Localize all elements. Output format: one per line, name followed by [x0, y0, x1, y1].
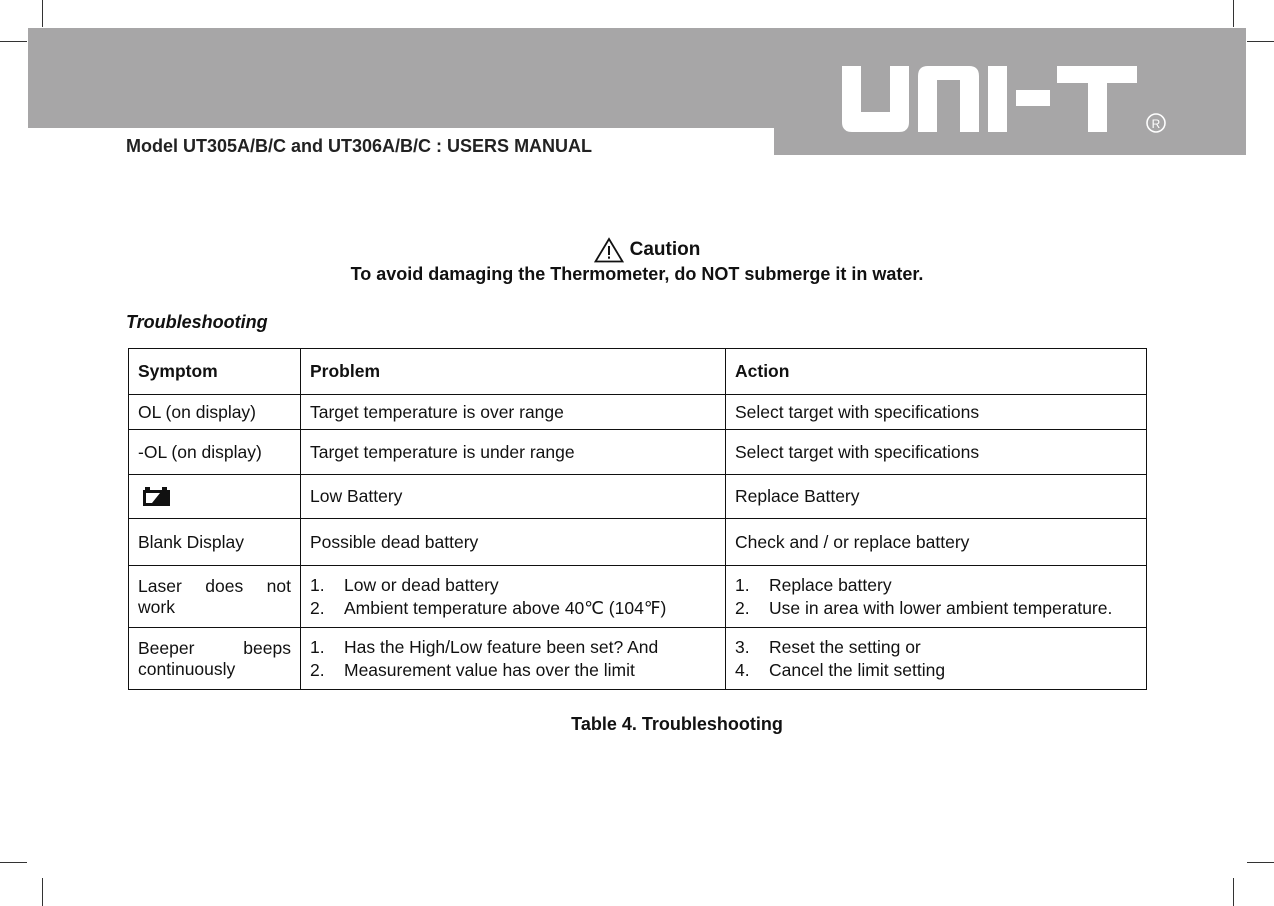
table-row: [129, 475, 1147, 519]
list-item: 1. Replace battery: [735, 574, 892, 595]
crop-mark: [0, 862, 27, 863]
troubleshooting-table: [128, 348, 1147, 690]
symptom-cell: [129, 475, 301, 519]
action-cell: Check and / or replace battery: [726, 519, 1147, 566]
symptom-line: Laser does not: [138, 575, 291, 596]
crop-mark: [1233, 878, 1234, 906]
list-item: 1. Low or dead battery: [310, 574, 499, 595]
crop-mark: [1233, 0, 1234, 27]
list-item: 2. Use in area with lower ambient temperature.: [735, 597, 1113, 618]
symptom-cell: -OL (on display): [129, 430, 301, 475]
registered-mark: R: [1151, 117, 1161, 131]
action-list: [735, 636, 1137, 682]
problem-list: [310, 574, 716, 620]
symptom-cell: Blank Display: [129, 519, 301, 566]
list-item: 2. Ambient temperature above 40℃ (104℉): [310, 597, 667, 618]
table-row: [129, 519, 1147, 566]
problem-cell: Low Battery: [301, 475, 726, 519]
table-row: [129, 395, 1147, 430]
low-battery-icon: [142, 486, 172, 508]
action-cell: Select target with specifications: [726, 395, 1147, 430]
warning-triangle-icon: [594, 237, 624, 263]
symptom-line: work: [138, 596, 175, 617]
header-action: Action: [726, 349, 1147, 395]
header-symptom: Symptom: [129, 349, 301, 395]
symptom-cell: [129, 628, 301, 690]
action-cell: [726, 566, 1147, 628]
manual-title: Model UT305A/B/C and UT306A/B/C : USERS MANUAL: [126, 136, 593, 156]
symptom-cell: OL (on display): [129, 395, 301, 430]
list-item: 2. Measurement value has over the limit: [310, 659, 635, 680]
caution-label: Caution: [629, 239, 701, 260]
section-title: Troubleshooting: [126, 312, 268, 332]
action-cell: [726, 628, 1147, 690]
symptom-line: Beeper beeps: [138, 637, 291, 658]
crop-mark: [1247, 862, 1274, 863]
list-item: 1. Has the High/Low feature been set? And: [310, 636, 659, 657]
problem-cell: Target temperature is under range: [301, 430, 726, 475]
problem-cell: Possible dead battery: [301, 519, 726, 566]
uni-t-logo: [838, 60, 1170, 136]
crop-mark: [1247, 41, 1274, 42]
action-list: [735, 574, 1144, 620]
problem-cell: Target temperature is over range: [301, 395, 726, 430]
action-cell: Replace Battery: [726, 475, 1147, 519]
list-item: 4. Cancel the limit setting: [735, 659, 946, 680]
table-row: [129, 430, 1147, 475]
action-cell: Select target with specifications: [726, 430, 1147, 475]
symptom-cell: [129, 566, 301, 628]
symptom-line: continuously: [138, 658, 236, 679]
table-row: [129, 628, 1147, 690]
problem-cell: [301, 566, 726, 628]
problem-cell: [301, 628, 726, 690]
table-header-row: [129, 349, 1147, 395]
header-problem: Problem: [301, 349, 726, 395]
table-row: [129, 566, 1147, 628]
table-caption: Table 4. Troubleshooting: [571, 714, 783, 734]
crop-mark: [0, 41, 27, 42]
problem-list: [310, 636, 716, 682]
caution-text: To avoid damaging the Thermometer, do NOT submerge it in water.: [350, 264, 924, 284]
list-item: 3. Reset the setting or: [735, 636, 921, 657]
crop-mark: [42, 0, 43, 27]
crop-mark: [42, 878, 43, 906]
